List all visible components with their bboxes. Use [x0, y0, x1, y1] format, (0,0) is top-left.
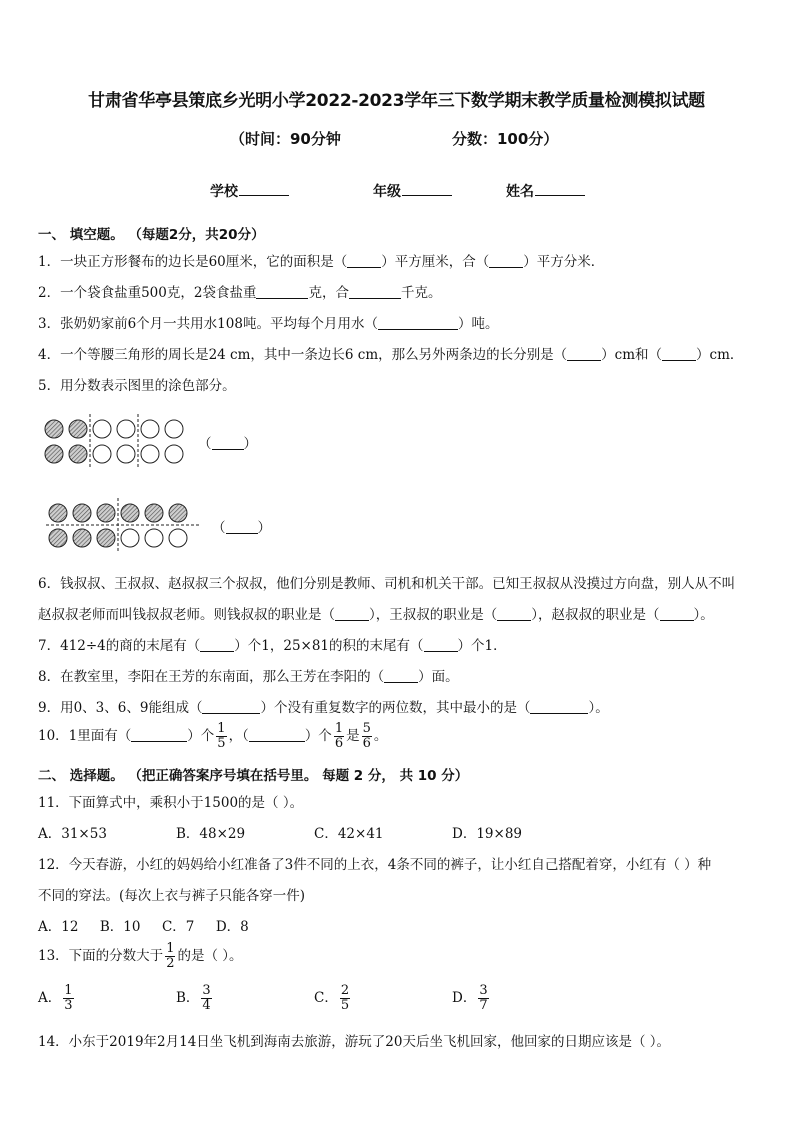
- empty-circle: [117, 445, 135, 463]
- question-9: 9．用0、3、6、9能组成（ ）个没有重复数字的两位数，其中最小的是（ ）。: [38, 700, 609, 716]
- shaded-circle: [69, 445, 87, 463]
- question-3: 3．张奶奶家前6个月一共用水108吨。平均每个月用水（ ）吨。: [38, 316, 499, 332]
- shaded-circle: [49, 529, 67, 547]
- shaded-circle: [45, 445, 63, 463]
- question-2: 2．一个袋食盐重500克，2袋食盐重 克，合 千克。: [38, 285, 442, 301]
- answer-blank[interactable]: [200, 651, 234, 652]
- school-label: 学校: [210, 184, 238, 200]
- empty-circle: [169, 529, 187, 547]
- answer-blank[interactable]: [497, 620, 531, 621]
- question-14: 14．小东于2019年2月14日坐飞机到海南去旅游，游玩了20天后坐飞机回家，他回家的日期应该是（ ）。: [38, 1034, 671, 1050]
- answer-blank[interactable]: [530, 713, 588, 714]
- answer-blank[interactable]: [662, 360, 696, 361]
- answer-blank[interactable]: [424, 651, 458, 652]
- question-6-line-2: 赵叔叔老师而叫钱叔叔老师。则钱叔叔的职业是（ ），王叔叔的职业是（ ），赵叔叔的职业是（ ）。: [38, 607, 714, 623]
- grade-label: 年级: [373, 184, 401, 200]
- question-11: 11．下面算式中，乘积小于1500的是（ ）。: [38, 795, 304, 811]
- shaded-circle: [121, 504, 139, 522]
- empty-circle: [93, 445, 111, 463]
- shaded-circle: [145, 504, 163, 522]
- shaded-circle: [73, 504, 91, 522]
- question-7: 7．412÷4的商的末尾有（ ）个1，25×81的积的末尾有（ ）个1．: [38, 638, 507, 654]
- empty-circle: [141, 445, 159, 463]
- figure-1-answer: （ ）: [198, 436, 257, 452]
- empty-circle: [165, 420, 183, 438]
- question-4: 4．一个等腰三角形的周长是24 cm，其中一条边长6 cm，那么另外两条边的长分别是（ ）cm和（ ）cm．: [38, 347, 744, 363]
- question-13: 13．下面的分数大于 $\frac{1}{2}$ 的是（ ）。: [38, 941, 243, 971]
- shaded-circle: [69, 420, 87, 438]
- shaded-circle: [45, 420, 63, 438]
- figure-2-circles: [38, 496, 208, 556]
- empty-circle: [93, 420, 111, 438]
- answer-blank[interactable]: [212, 449, 244, 450]
- q13-option-d[interactable]: D． $\frac{3}{7}$: [452, 983, 488, 1013]
- question-10: 10．1里面有（ ）个 $\frac{1}{5}$ ，（ ）个 $\frac{1}{6}$ 是 $\frac{5}{6}$ 。: [38, 721, 388, 751]
- answer-blank[interactable]: [131, 741, 187, 742]
- question-12-line-1: 12．今天春游，小红的妈妈给小红准备了3件不同的上衣，4条不同的裤子，让小红自己搭配着穿，小红有（ ）种: [38, 857, 712, 873]
- grade-field[interactable]: [373, 181, 452, 201]
- shaded-circle: [49, 504, 67, 522]
- figure-2-answer: （ ）: [212, 520, 271, 536]
- answer-blank[interactable]: [567, 360, 601, 361]
- shaded-circle: [97, 504, 115, 522]
- question-5: 5．用分数表示图里的涂色部分。: [38, 378, 236, 394]
- q11-option-d[interactable]: D．19×89: [452, 826, 522, 842]
- section-fill-in: 一、 填空题。 （每题2分，共20分）: [38, 227, 265, 243]
- figure-1-circles: [38, 412, 198, 472]
- empty-circle: [145, 529, 163, 547]
- fraction: $\frac{1}{2}$: [166, 941, 175, 971]
- exam-score: 分数：100分）: [452, 130, 559, 148]
- question-8: 8．在教室里，李阳在王芳的东南面，那么王芳在李阳的（ ）面。: [38, 669, 459, 685]
- answer-blank[interactable]: [349, 298, 401, 299]
- q13-option-b[interactable]: B． $\frac{3}{4}$: [176, 983, 211, 1013]
- answer-blank[interactable]: [202, 713, 260, 714]
- empty-circle: [117, 420, 135, 438]
- q12-options[interactable]: A．12 B．10 C．7 D．8: [38, 919, 249, 935]
- page-title: 甘肃省华亭县策底乡光明小学2022-2023学年三下数学期末教学质量检测模拟试题: [88, 91, 705, 111]
- section-multiple-choice: 二、 选择题。 （把正确答案序号填在括号里。 每题 2 分， 共 10 分）: [38, 768, 469, 784]
- answer-blank[interactable]: [660, 620, 694, 621]
- question-12-line-2: 不同的穿法。(每次上衣与裤子只能各穿一件): [38, 888, 306, 904]
- answer-blank[interactable]: [249, 741, 305, 742]
- empty-circle: [165, 445, 183, 463]
- fraction: $\frac{5}{6}$: [362, 721, 371, 751]
- name-field[interactable]: [506, 181, 585, 201]
- exam-time: （时间：90分钟: [230, 130, 341, 148]
- answer-blank[interactable]: [489, 267, 523, 268]
- fraction: $\frac{1}{5}$: [217, 721, 226, 751]
- q11-option-b[interactable]: B．48×29: [176, 826, 246, 842]
- empty-circle: [141, 420, 159, 438]
- answer-blank[interactable]: [226, 533, 258, 534]
- q11-option-a[interactable]: A．31×53: [38, 826, 107, 842]
- shaded-circle: [73, 529, 91, 547]
- question-6-line-1: 6．钱叔叔、王叔叔、赵叔叔三个叔叔，他们分别是教师、司机和机关干部。已知王叔叔从没摸过方向盘，别人从不叫: [38, 576, 736, 592]
- answer-blank[interactable]: [256, 298, 308, 299]
- answer-blank[interactable]: [347, 267, 381, 268]
- shaded-circle: [169, 504, 187, 522]
- answer-blank[interactable]: [378, 329, 458, 330]
- answer-blank[interactable]: [335, 620, 369, 621]
- q13-option-a[interactable]: A． $\frac{1}{3}$: [38, 983, 73, 1013]
- name-label: 姓名: [506, 184, 534, 200]
- empty-circle: [121, 529, 139, 547]
- answer-blank[interactable]: [384, 682, 418, 683]
- school-field[interactable]: [210, 181, 289, 201]
- q11-option-c[interactable]: C．42×41: [314, 826, 384, 842]
- fraction: $\frac{1}{6}$: [334, 721, 344, 751]
- shaded-circle: [97, 529, 115, 547]
- q13-option-c[interactable]: C． $\frac{2}{5}$: [314, 983, 350, 1013]
- question-1: 1．一块正方形餐布的边长是60厘米，它的面积是（ ）平方厘米，合（ ）平方分米．: [38, 254, 605, 270]
